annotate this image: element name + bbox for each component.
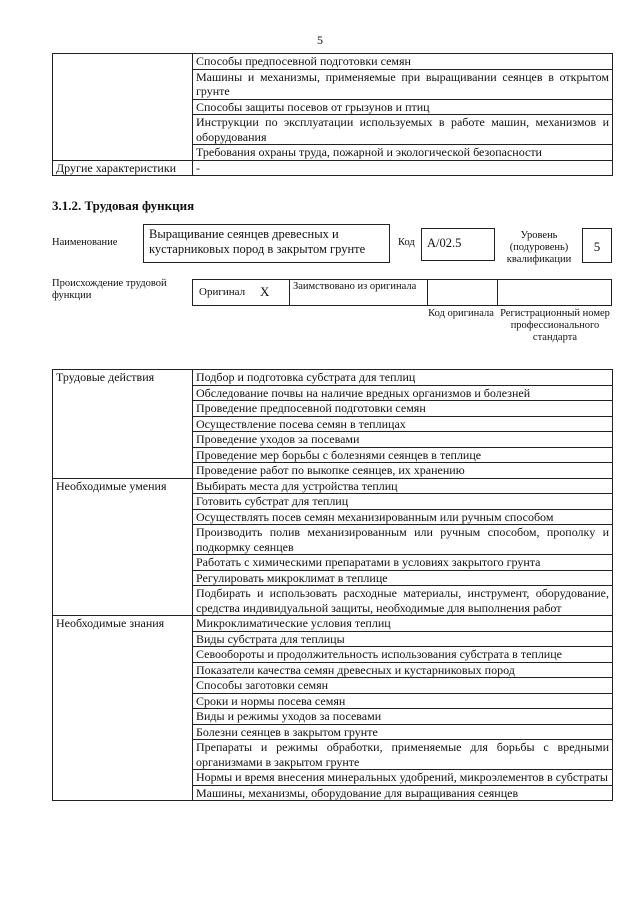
table-cell: Сроки и нормы посева семян — [193, 693, 613, 709]
origin-box — [192, 279, 612, 306]
qualification-level-label: Уровень (подуровень) квалификации — [506, 230, 572, 265]
table-cell: Регулировать микроклимат в теплице — [193, 570, 613, 586]
origin-borrowed-cell — [289, 280, 428, 305]
origin-original-mark: X — [260, 284, 270, 299]
table-cell: Способы защиты посевов от грызунов и птиц — [193, 99, 613, 115]
table-cell: - — [193, 160, 613, 176]
table-cell: Требования охраны труда, пожарной и экологической безопасности — [193, 145, 613, 161]
table-cell: Подбирать и использовать расходные материалы, инструмент, оборудование, средства индивидуальной защиты, необходимые для выполнения работ — [193, 586, 613, 616]
origin-original-label: Оригинал — [199, 286, 246, 298]
table-row — [53, 160, 613, 176]
table-cell: Обследование почвы на наличие вредных организмов и болезней — [193, 385, 613, 401]
table-cell: Способы заготовки семян — [193, 678, 613, 694]
table-cell: Способы предпосевной подготовки семян — [193, 54, 613, 70]
origin-borrowed-label: Заимствовано из оригинала — [293, 281, 417, 292]
table-cell: Севообороты и продолжительность использования субстрата в теплице — [193, 647, 613, 663]
origin-code-cell — [427, 280, 498, 305]
group-title: Необходимые умения — [53, 478, 193, 616]
function-code-box: А/02.5 — [421, 228, 495, 261]
table-cell: Подбор и подготовка субстрата для теплиц — [193, 370, 613, 386]
origin-reg-caption: Регистрационный номер профессионального стандарта — [500, 308, 610, 343]
row-label-other-characteristics: Другие характеристики — [53, 160, 193, 176]
group-title: Необходимые знания — [53, 616, 193, 801]
function-name-box: Выращивание сеянцев древесных и кустарниковых пород в закрытом грунте — [143, 224, 390, 263]
table-row — [53, 478, 613, 494]
table-cell: Осуществление посева семян в теплицах — [193, 416, 613, 432]
table-cell: Проведение мер борьбы с болезнями сеянцев в теплице — [193, 447, 613, 463]
group-title: Трудовые действия — [53, 370, 193, 479]
qualification-level-box: 5 — [582, 228, 612, 263]
row-label-empty — [53, 54, 193, 161]
table-cell: Машины и механизмы, применяемые при выращивании сеянцев в открытом грунте — [193, 69, 613, 99]
table-cell: Показатели качества семян древесных и кустарниковых пород — [193, 662, 613, 678]
labor-function-table — [52, 369, 613, 801]
table-cell: Виды и режимы уходов за посевами — [193, 709, 613, 725]
table-cell: Виды субстрата для теплицы — [193, 631, 613, 647]
origin-reg-cell — [497, 280, 611, 305]
origin-code-caption: Код оригинала — [428, 308, 494, 319]
table-cell: Производить полив механизированным или ручным способом, прополку и подкормку сеянцев — [193, 525, 613, 555]
table-cell: Нормы и время внесения минеральных удобрений, микроэлементов в субстраты — [193, 770, 613, 786]
table-cell: Инструкции по эксплуатации используемых в работе машин, механизмов и оборудования — [193, 115, 613, 145]
table-cell: Болезни сеянцев в закрытом грунте — [193, 724, 613, 740]
section-title: 3.1.2. Трудовая функция — [52, 198, 195, 213]
table-cell: Проведение уходов за посевами — [193, 432, 613, 448]
name-label: Наименование — [52, 237, 118, 248]
table-cell: Готовить субстрат для теплиц — [193, 494, 613, 510]
table-cell: Выбирать места для устройства теплиц — [193, 478, 613, 494]
table-cell: Машины, механизмы, оборудование для выращивания сеянцев — [193, 785, 613, 801]
table-row — [53, 616, 613, 632]
table-cell: Работать с химическими препаратами в условиях закрытого грунта — [193, 555, 613, 571]
origin-original-cell — [193, 280, 290, 305]
knowledge-continuation-table — [52, 53, 613, 176]
code-label: Код — [398, 237, 415, 248]
table-row — [53, 370, 613, 386]
table-cell: Проведение работ по выкопке сеянцев, их хранению — [193, 463, 613, 479]
page-number: 5 — [317, 33, 323, 47]
table-cell: Осуществлять посев семян механизированным или ручным способом — [193, 509, 613, 525]
table-cell: Препараты и режимы обработки, применяемые для борьбы с вредными организмами в закрытом грунте — [193, 740, 613, 770]
table-cell: Микроклиматические условия теплиц — [193, 616, 613, 632]
table-row — [53, 54, 613, 70]
table-cell: Проведение предпосевной подготовки семян — [193, 401, 613, 417]
origin-label: Происхождение трудовой функции — [52, 278, 167, 301]
